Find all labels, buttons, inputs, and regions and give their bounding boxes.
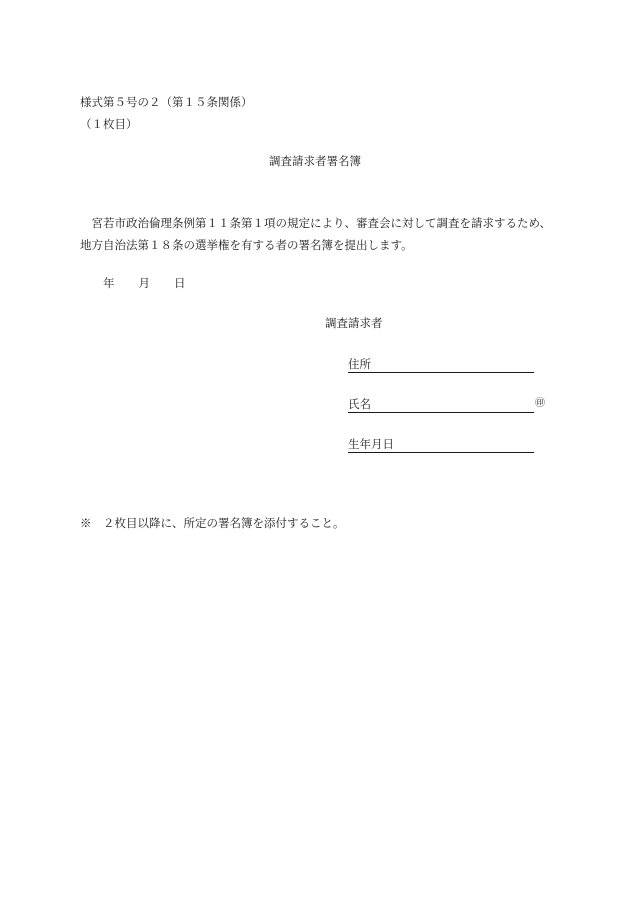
date-row xyxy=(103,278,186,290)
body-text-line-1: 宮若市政治倫理条例第１１条第１項の規定により、審査会に対して調査を請求するため、 xyxy=(80,216,552,230)
name-field[interactable] xyxy=(348,399,534,413)
birthdate-field[interactable] xyxy=(348,439,534,453)
day-label: 日 xyxy=(174,276,186,290)
sheet-number: （１枚目） xyxy=(80,117,138,131)
address-field[interactable] xyxy=(348,359,534,373)
birthdate-label: 生年月日 xyxy=(348,437,394,451)
document-title xyxy=(0,156,630,168)
form-number: 様式第５号の２（第１５条関係） xyxy=(80,95,253,109)
year-label: 年 xyxy=(103,276,115,290)
seal-icon: ㊞ xyxy=(535,398,545,409)
month-label: 月 xyxy=(138,276,150,290)
address-label: 住所 xyxy=(348,357,371,371)
requester-heading: 調査請求者 xyxy=(325,316,383,330)
document-title-text: 調査請求者署名簿 xyxy=(269,154,361,168)
body-text-line-2: 地方自治法第１８条の選挙権を有する者の署名簿を提出します。 xyxy=(80,238,413,252)
attachment-note: ※ ２枚目以降に、所定の署名簿を添付すること。 xyxy=(80,516,345,530)
name-label: 氏名 xyxy=(348,397,371,411)
